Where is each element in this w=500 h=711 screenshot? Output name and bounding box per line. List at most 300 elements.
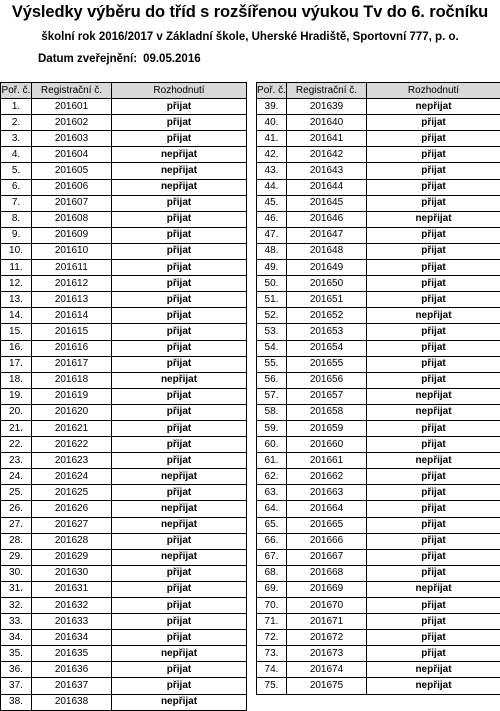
cell-registration: 201665 [287,517,367,533]
cell-registration: 201608 [32,211,112,227]
cell-registration: 201624 [32,469,112,485]
cell-registration: 201632 [32,598,112,614]
cell-decision: přijat [112,678,247,694]
table-row [1,147,247,163]
table-row [257,147,500,163]
table-row [1,630,247,646]
table-row [1,549,247,565]
cell-order: 53. [257,324,287,340]
cell-decision: přijat [112,630,247,646]
cell-order: 73. [257,646,287,662]
cell-decision: nepřijat [367,99,500,115]
cell-decision: přijat [112,308,247,324]
cell-registration: 201661 [287,453,367,469]
cell-decision: přijat [367,614,500,630]
column-header-decision: Rozhodnutí [112,83,247,99]
cell-decision: nepřijat [367,678,500,694]
table-row [257,517,500,533]
table-body-left [1,99,247,711]
cell-decision: přijat [367,147,500,163]
table-row [1,485,247,501]
cell-decision: přijat [112,276,247,292]
cell-decision: přijat [367,565,500,581]
table-row [1,372,247,388]
cell-registration: 201647 [287,227,367,243]
table-row [1,195,247,211]
column-header-registration: Registrační č. [287,83,367,99]
table-row [257,195,500,211]
cell-registration: 201635 [32,646,112,662]
table-row [257,630,500,646]
cell-decision: přijat [112,420,247,436]
cell-registration: 201667 [287,549,367,565]
cell-registration: 201626 [32,501,112,517]
table-row [1,308,247,324]
table-row [257,115,500,131]
cell-registration: 201651 [287,292,367,308]
cell-registration: 201650 [287,276,367,292]
cell-registration: 201660 [287,437,367,453]
cell-decision: přijat [112,437,247,453]
cell-registration: 201664 [287,501,367,517]
table-row [257,420,500,436]
cell-decision: přijat [367,420,500,436]
table-row [257,533,500,549]
table-row [1,453,247,469]
cell-order: 67. [257,549,287,565]
cell-decision: nepřijat [367,404,500,420]
column-header-decision: Rozhodnutí [367,83,500,99]
cell-registration: 201622 [32,437,112,453]
cell-decision: přijat [112,99,247,115]
table-row [1,420,247,436]
cell-decision: nepřijat [367,453,500,469]
table-row [1,598,247,614]
cell-decision: přijat [112,243,247,259]
cell-decision: nepřijat [367,308,500,324]
cell-order: 11. [1,260,32,276]
table-row [257,243,500,259]
cell-order: 63. [257,485,287,501]
cell-order: 50. [257,276,287,292]
cell-decision: přijat [112,211,247,227]
cell-order: 39. [257,99,287,115]
column-header-order: Poř. č. [1,83,32,99]
cell-registration: 201602 [32,115,112,131]
cell-order: 29. [1,549,32,565]
cell-registration: 201638 [32,694,112,710]
cell-order: 66. [257,533,287,549]
table-row [257,356,500,372]
cell-registration: 201645 [287,195,367,211]
cell-order: 64. [257,501,287,517]
table-row [257,308,500,324]
column-header-registration: Registrační č. [32,83,112,99]
cell-decision: přijat [367,630,500,646]
cell-order: 21. [1,420,32,436]
cell-decision: nepřijat [112,517,247,533]
cell-registration: 201674 [287,662,367,678]
cell-decision: nepřijat [112,179,247,195]
cell-decision: přijat [367,324,500,340]
table-row [257,131,500,147]
cell-order: 56. [257,372,287,388]
cell-decision: nepřijat [112,694,247,710]
cell-decision: nepřijat [112,501,247,517]
cell-order: 49. [257,260,287,276]
cell-order: 25. [1,485,32,501]
table-row [1,292,247,308]
date-label: Datum zveřejnění: [38,53,137,65]
cell-order: 36. [1,662,32,678]
column-header-order: Poř. č. [257,83,287,99]
cell-registration: 201630 [32,565,112,581]
cell-registration: 201643 [287,163,367,179]
cell-registration: 201634 [32,630,112,646]
cell-registration: 201648 [287,243,367,259]
table-row [1,243,247,259]
cell-order: 44. [257,179,287,195]
cell-decision: přijat [112,260,247,276]
cell-decision: přijat [112,533,247,549]
cell-decision: přijat [367,598,500,614]
table-row [1,662,247,678]
cell-order: 75. [257,678,287,694]
cell-decision: přijat [367,276,500,292]
cell-registration: 201670 [287,598,367,614]
cell-registration: 201611 [32,260,112,276]
cell-decision: přijat [367,533,500,549]
table-row [1,260,247,276]
cell-registration: 201619 [32,388,112,404]
cell-order: 48. [257,243,287,259]
table-row [257,549,500,565]
cell-registration: 201607 [32,195,112,211]
cell-order: 6. [1,179,32,195]
cell-decision: přijat [112,388,247,404]
table-row [1,533,247,549]
cell-registration: 201673 [287,646,367,662]
cell-registration: 201606 [32,179,112,195]
page-subtitle: školní rok 2016/2017 v Základní škole, Uherské Hradiště, Sportovní 777, p. o. [0,31,500,43]
cell-registration: 201656 [287,372,367,388]
cell-order: 72. [257,630,287,646]
table-row [257,179,500,195]
cell-decision: přijat [112,565,247,581]
page-title: Výsledky výběru do tříd s rozšířenou výukou Tv do 6. ročníku [0,3,500,22]
cell-order: 43. [257,163,287,179]
cell-decision: přijat [367,260,500,276]
publication-date [38,53,201,65]
cell-order: 52. [257,308,287,324]
table-row [257,501,500,517]
cell-decision: přijat [367,115,500,131]
cell-registration: 201637 [32,678,112,694]
cell-registration: 201671 [287,614,367,630]
cell-registration: 201603 [32,131,112,147]
cell-decision: přijat [112,195,247,211]
cell-registration: 201631 [32,581,112,597]
table-row [1,501,247,517]
cell-registration: 201649 [287,260,367,276]
cell-decision: přijat [367,501,500,517]
cell-order: 59. [257,420,287,436]
cell-decision: přijat [112,485,247,501]
cell-decision: přijat [112,404,247,420]
cell-order: 34. [1,630,32,646]
cell-order: 8. [1,211,32,227]
cell-registration: 201620 [32,404,112,420]
cell-registration: 201623 [32,453,112,469]
cell-order: 62. [257,469,287,485]
cell-order: 5. [1,163,32,179]
cell-registration: 201627 [32,517,112,533]
cell-registration: 201653 [287,324,367,340]
cell-registration: 201625 [32,485,112,501]
cell-registration: 201617 [32,356,112,372]
table-row [257,646,500,662]
cell-order: 9. [1,227,32,243]
cell-order: 27. [1,517,32,533]
cell-registration: 201618 [32,372,112,388]
cell-decision: přijat [367,179,500,195]
cell-order: 18. [1,372,32,388]
cell-order: 57. [257,388,287,404]
table-row [1,517,247,533]
table-row [257,372,500,388]
cell-decision: přijat [367,340,500,356]
cell-order: 1. [1,99,32,115]
table-row [1,678,247,694]
cell-order: 4. [1,147,32,163]
table-header-row [257,83,500,99]
table-row [257,404,500,420]
table-row [257,340,500,356]
cell-registration: 201654 [287,340,367,356]
cell-registration: 201668 [287,565,367,581]
table-row [257,260,500,276]
table-row [257,163,500,179]
cell-order: 30. [1,565,32,581]
cell-order: 14. [1,308,32,324]
cell-order: 15. [1,324,32,340]
cell-decision: přijat [112,324,247,340]
cell-order: 12. [1,276,32,292]
cell-registration: 201672 [287,630,367,646]
cell-decision: nepřijat [367,581,500,597]
table-row [1,163,247,179]
cell-registration: 201639 [287,99,367,115]
cell-registration: 201659 [287,420,367,436]
table-row [1,276,247,292]
cell-decision: přijat [112,453,247,469]
table-row [1,211,247,227]
cell-registration: 201610 [32,243,112,259]
cell-decision: přijat [112,292,247,308]
cell-order: 22. [1,437,32,453]
table-row [257,453,500,469]
cell-registration: 201642 [287,147,367,163]
cell-order: 19. [1,388,32,404]
cell-order: 28. [1,533,32,549]
cell-order: 65. [257,517,287,533]
table-row [1,437,247,453]
cell-order: 16. [1,340,32,356]
cell-registration: 201629 [32,549,112,565]
cell-order: 68. [257,565,287,581]
table-row [1,404,247,420]
cell-order: 47. [257,227,287,243]
table-row [1,581,247,597]
cell-registration: 201609 [32,227,112,243]
cell-decision: nepřijat [367,211,500,227]
cell-order: 69. [257,581,287,597]
table-row [1,565,247,581]
cell-order: 2. [1,115,32,131]
cell-order: 70. [257,598,287,614]
table-row [257,324,500,340]
cell-decision: přijat [112,115,247,131]
cell-order: 23. [1,453,32,469]
cell-order: 54. [257,340,287,356]
cell-registration: 201646 [287,211,367,227]
table-row [257,485,500,501]
cell-order: 10. [1,243,32,259]
table-row [1,388,247,404]
cell-registration: 201644 [287,179,367,195]
cell-decision: přijat [112,662,247,678]
cell-registration: 201640 [287,115,367,131]
cell-order: 74. [257,662,287,678]
cell-decision: přijat [367,517,500,533]
table-row [257,276,500,292]
cell-order: 35. [1,646,32,662]
table-row [1,646,247,662]
cell-registration: 201662 [287,469,367,485]
cell-decision: přijat [367,163,500,179]
table-row [257,211,500,227]
table-row [1,469,247,485]
cell-decision: přijat [112,598,247,614]
cell-registration: 201641 [287,131,367,147]
cell-registration: 201666 [287,533,367,549]
table-row [257,662,500,678]
table-row [257,227,500,243]
cell-decision: přijat [112,581,247,597]
cell-decision: nepřijat [367,388,500,404]
cell-decision: přijat [367,243,500,259]
cell-order: 32. [1,598,32,614]
results-table-right [256,82,500,695]
cell-decision: nepřijat [112,372,247,388]
table-row [1,324,247,340]
cell-registration: 201652 [287,308,367,324]
cell-registration: 201605 [32,163,112,179]
table-row [257,565,500,581]
cell-registration: 201658 [287,404,367,420]
table-row [1,99,247,115]
table-row [257,598,500,614]
cell-registration: 201616 [32,340,112,356]
cell-decision: nepřijat [112,163,247,179]
cell-registration: 201669 [287,581,367,597]
cell-order: 55. [257,356,287,372]
table-header-row [1,83,247,99]
table-row [1,115,247,131]
cell-decision: přijat [112,131,247,147]
cell-decision: přijat [367,292,500,308]
cell-order: 46. [257,211,287,227]
cell-decision: nepřijat [112,147,247,163]
cell-registration: 201655 [287,356,367,372]
cell-order: 24. [1,469,32,485]
cell-decision: přijat [367,227,500,243]
cell-decision: přijat [367,437,500,453]
cell-order: 41. [257,131,287,147]
cell-decision: přijat [367,372,500,388]
table-row [257,388,500,404]
table-body-right [257,99,500,694]
cell-order: 33. [1,614,32,630]
table-row [1,694,247,710]
cell-decision: přijat [112,614,247,630]
cell-decision: přijat [367,549,500,565]
cell-order: 71. [257,614,287,630]
cell-registration: 201615 [32,324,112,340]
table-row [257,469,500,485]
table-row [257,437,500,453]
date-value: 09.05.2016 [143,53,201,65]
cell-registration: 201675 [287,678,367,694]
cell-order: 13. [1,292,32,308]
cell-order: 51. [257,292,287,308]
cell-registration: 201628 [32,533,112,549]
cell-order: 40. [257,115,287,131]
cell-decision: přijat [367,131,500,147]
cell-decision: přijat [367,646,500,662]
cell-decision: přijat [112,227,247,243]
table-row [257,678,500,694]
cell-registration: 201663 [287,485,367,501]
cell-order: 31. [1,581,32,597]
cell-registration: 201613 [32,292,112,308]
cell-order: 58. [257,404,287,420]
table-row [1,179,247,195]
cell-registration: 201601 [32,99,112,115]
cell-registration: 201636 [32,662,112,678]
table-row [1,131,247,147]
table-row [257,99,500,115]
table-row [1,356,247,372]
cell-registration: 201614 [32,308,112,324]
results-table-left [0,82,247,711]
cell-registration: 201612 [32,276,112,292]
cell-order: 45. [257,195,287,211]
cell-decision: přijat [112,340,247,356]
cell-order: 60. [257,437,287,453]
cell-decision: přijat [367,485,500,501]
cell-decision: nepřijat [367,662,500,678]
table-row [257,581,500,597]
cell-decision: nepřijat [112,646,247,662]
cell-registration: 201621 [32,420,112,436]
cell-order: 20. [1,404,32,420]
cell-decision: přijat [367,195,500,211]
cell-decision: přijat [367,356,500,372]
cell-order: 3. [1,131,32,147]
table-row [1,614,247,630]
table-row [257,292,500,308]
